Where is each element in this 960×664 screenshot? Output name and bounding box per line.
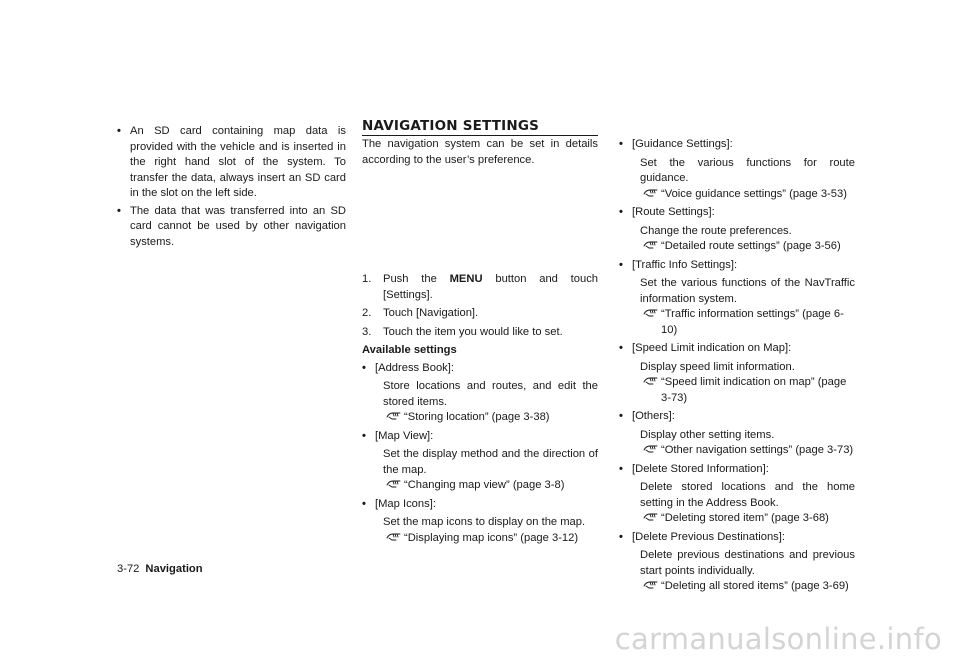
middle-column — [362, 137, 598, 549]
step-text-suffix: button and touch [Settings]. — [383, 273, 599, 301]
settings-list — [362, 361, 598, 547]
bullet-dot: • — [619, 410, 623, 422]
setting-item — [619, 530, 855, 595]
setting-name-row — [362, 361, 598, 377]
reference-text: “Speed limit indication on map” (page 3-73) — [661, 376, 847, 404]
setting-name: [Delete Previous Destinations]: — [632, 530, 785, 543]
step-item — [362, 306, 598, 322]
setting-name: [Route Settings]: — [632, 206, 715, 218]
setting-name-row — [362, 429, 598, 445]
setting-name-row — [619, 409, 855, 425]
setting-name-row — [619, 137, 855, 153]
setting-name: [Speed Limit indication on Map]: — [632, 342, 792, 354]
step-number: 2. — [362, 307, 372, 319]
setting-reference — [619, 307, 855, 338]
setting-reference — [362, 410, 598, 426]
setting-name: [Map View]: — [375, 429, 434, 442]
setting-description: Change the route preferences. — [640, 224, 792, 237]
reference-hand-icon — [643, 240, 659, 250]
page-number: 3-72 — [117, 563, 140, 575]
page-footer — [117, 563, 203, 575]
setting-reference — [619, 239, 855, 255]
reference-hand-icon — [643, 308, 659, 318]
bullet-dot: • — [362, 497, 366, 510]
setting-item — [619, 205, 855, 255]
setting-reference — [362, 478, 598, 494]
setting-item — [362, 429, 598, 494]
setting-description: Delete stored locations and the home setting in the Address Book. — [640, 481, 855, 509]
reference-hand-icon — [643, 376, 659, 386]
reference-text: “Deleting stored item” (page 3-68) — [661, 512, 829, 524]
setting-name-row — [619, 258, 855, 274]
setting-reference — [619, 579, 855, 595]
bullet-text: The data that was transferred into an SD card cannot be used by other navigation systems. — [130, 204, 346, 248]
setting-name: [Others]: — [632, 410, 675, 422]
setting-item — [619, 258, 855, 339]
setting-name: [Delete Stored Information]: — [632, 462, 769, 475]
setting-description: Display speed limit information. — [640, 360, 795, 373]
step-item — [362, 272, 598, 303]
setting-description: Set the various functions of the NavTraffic information system. — [640, 277, 855, 305]
bullet-dot: • — [619, 342, 623, 354]
menu-button-label: MENU — [449, 273, 483, 285]
bullet-dot: • — [619, 206, 623, 218]
setting-name-row — [619, 530, 855, 546]
bullet-dot: • — [362, 429, 366, 442]
intro-text: The navigation system can be set in details according to the user’s preference. — [362, 138, 598, 166]
bullet-dot: • — [117, 125, 121, 137]
setting-name: [Traffic Info Settings]: — [632, 258, 738, 271]
reference-hand-icon — [643, 188, 659, 198]
step-text-prefix: Push the — [383, 273, 437, 285]
setting-name: [Guidance Settings]: — [632, 138, 733, 150]
setting-item — [619, 137, 855, 202]
setting-description: Display other setting items. — [640, 428, 775, 441]
reference-hand-icon — [643, 512, 659, 522]
setting-reference — [619, 443, 855, 459]
watermark: carmanualsonline.info — [614, 622, 942, 656]
bullet-text: An SD card containing map data is provided with the vehicle and is inserted in the right hand slot of the system. To transfer the data, always insert an SD card in the slot on the left side. — [130, 125, 346, 199]
step-number: 1. — [362, 273, 372, 285]
list-item — [117, 124, 346, 202]
setting-description: Set the display method and the direction of the map. — [383, 448, 598, 476]
setting-description: Set the map icons to display on the map. — [383, 516, 586, 528]
setting-reference — [619, 511, 855, 527]
setting-description: Store locations and routes, and edit the stored items. — [383, 380, 598, 408]
reference-text: “Other navigation settings” (page 3-73) — [661, 444, 854, 456]
setting-name-row — [362, 497, 598, 513]
bullet-dot: • — [619, 462, 623, 475]
reference-text: “Displaying map icons” (page 3-12) — [404, 531, 579, 544]
step-item — [362, 325, 598, 341]
setting-name-row — [619, 341, 855, 357]
reference-text: “Storing location” (page 3-38) — [404, 411, 550, 423]
available-settings-heading: Available settings — [362, 344, 457, 356]
reference-text: “Deleting all stored items” (page 3-69) — [661, 580, 849, 592]
reference-hand-icon — [386, 532, 402, 542]
bullet-dot: • — [362, 361, 366, 374]
setting-item — [619, 341, 855, 406]
setting-reference — [619, 187, 855, 203]
setting-reference — [619, 375, 855, 406]
bullet-dot: • — [619, 258, 623, 271]
settings-list — [619, 137, 855, 595]
reference-text: “Traffic information settings” (page 6-10) — [661, 308, 844, 336]
step-text: Touch the item you would like to set. — [383, 325, 563, 338]
setting-name: [Map Icons]: — [375, 497, 436, 510]
setting-name: [Address Book]: — [375, 361, 454, 374]
setting-reference — [362, 531, 598, 547]
reference-text: “Voice guidance settings” (page 3-53) — [661, 187, 847, 200]
setting-name-row — [619, 462, 855, 478]
reference-hand-icon — [386, 479, 402, 489]
reference-hand-icon — [386, 411, 402, 421]
step-number: 3. — [362, 325, 372, 338]
reference-text: “Changing map view” (page 3-8) — [404, 479, 565, 491]
list-item — [117, 204, 346, 251]
section-title: NAVIGATION SETTINGS — [362, 118, 598, 136]
reference-hand-icon — [643, 444, 659, 454]
bullet-dot: • — [619, 138, 623, 150]
setting-name-row — [619, 205, 855, 221]
setting-item — [362, 497, 598, 547]
footer-section-label: Navigation — [145, 563, 203, 575]
reference-text: “Detailed route settings” (page 3-56) — [661, 240, 841, 252]
reference-hand-icon — [643, 580, 659, 590]
right-column — [619, 137, 855, 598]
left-column — [117, 124, 346, 252]
bullet-dot: • — [619, 530, 623, 543]
setting-description: Set the various functions for route guidance. — [640, 156, 855, 184]
step-text: Touch [Navigation]. — [383, 307, 479, 319]
setting-description: Delete previous destinations and previous start points individually. — [640, 549, 855, 577]
setting-item — [619, 462, 855, 527]
setting-item — [619, 409, 855, 459]
bullet-dot: • — [117, 204, 121, 217]
setting-item — [362, 361, 598, 426]
